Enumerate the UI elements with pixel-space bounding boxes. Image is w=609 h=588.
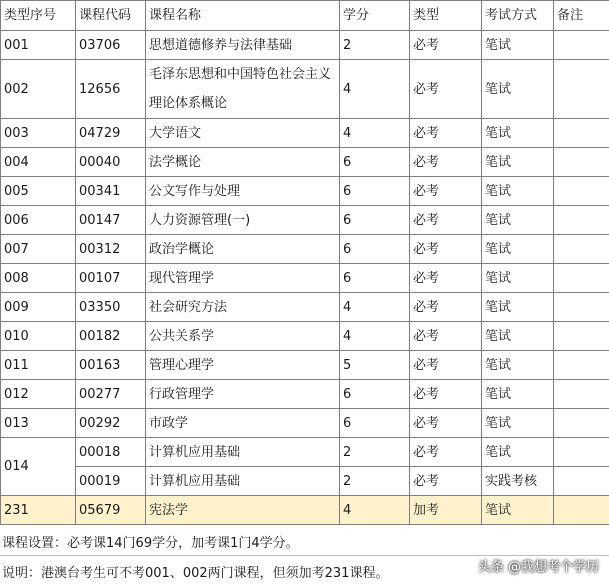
cell-exam: 笔试: [482, 496, 554, 525]
cell-code: 00107: [76, 264, 146, 293]
cell-note: [554, 60, 609, 119]
cell-credit: 6: [340, 177, 410, 206]
cell-code: 00277: [76, 380, 146, 409]
cell-seq: 014: [1, 438, 76, 496]
cell-type: 必考: [410, 380, 482, 409]
header-type: 类型: [410, 1, 482, 31]
cell-seq: 006: [1, 206, 76, 235]
cell-note: [554, 206, 609, 235]
cell-credit: 6: [340, 235, 410, 264]
cell-credit: 4: [340, 322, 410, 351]
cell-note: [554, 351, 609, 380]
cell-code: 00182: [76, 322, 146, 351]
cell-type: 必考: [410, 322, 482, 351]
table-row: [1, 380, 609, 409]
cell-exam: 笔试: [482, 206, 554, 235]
cell-code: 03706: [76, 31, 146, 60]
cell-exam: 笔试: [482, 438, 554, 467]
cell-credit: 6: [340, 148, 410, 177]
cell-seq: 003: [1, 119, 76, 148]
cell-exam: 笔试: [482, 409, 554, 438]
header-row: [1, 1, 609, 31]
cell-code: 00163: [76, 351, 146, 380]
cell-type: 必考: [410, 148, 482, 177]
cell-type: 必考: [410, 467, 482, 496]
cell-exam: 笔试: [482, 322, 554, 351]
cell-exam: 笔试: [482, 235, 554, 264]
cell-note: [554, 119, 609, 148]
cell-seq: 007: [1, 235, 76, 264]
table-row: [1, 467, 609, 496]
cell-seq: 008: [1, 264, 76, 293]
cell-credit: 4: [340, 60, 410, 119]
cell-credit: 2: [340, 438, 410, 467]
table-row: [1, 119, 609, 148]
cell-note: [554, 380, 609, 409]
cell-note: [554, 293, 609, 322]
cell-seq: 231: [1, 496, 76, 525]
cell-exam: 笔试: [482, 351, 554, 380]
header-credit: 学分: [340, 1, 410, 31]
cell-credit: 6: [340, 380, 410, 409]
table-row: [1, 60, 609, 119]
table-row-highlighted: [1, 496, 609, 525]
cell-credit: 6: [340, 206, 410, 235]
cell-type: 必考: [410, 293, 482, 322]
footer-course-summary: 课程设置：必考课14门69学分，加考课1门4学分。: [2, 536, 299, 551]
cell-name: 法学概论: [146, 148, 340, 177]
cell-code: 00147: [76, 206, 146, 235]
cell-name: 大学语文: [146, 119, 340, 148]
cell-type: 必考: [410, 31, 482, 60]
cell-type: 必考: [410, 177, 482, 206]
cell-type: 必考: [410, 206, 482, 235]
cell-credit: 6: [340, 409, 410, 438]
cell-exam: 笔试: [482, 148, 554, 177]
table-row: [1, 293, 609, 322]
cell-name: 宪法学: [146, 496, 340, 525]
cell-code: 00019: [76, 467, 146, 496]
header-exam: 考试方式: [482, 1, 554, 31]
cell-type: 必考: [410, 264, 482, 293]
cell-name: 人力资源管理(一): [146, 206, 340, 235]
cell-type: 必考: [410, 60, 482, 119]
cell-note: [554, 467, 609, 496]
cell-note: [554, 496, 609, 525]
header-name: 课程名称: [146, 1, 340, 31]
table-row: [1, 177, 609, 206]
cell-name: 计算机应用基础: [146, 438, 340, 467]
header-note: 备注: [554, 1, 609, 31]
cell-credit: 4: [340, 119, 410, 148]
table-row: [1, 235, 609, 264]
cell-credit: 2: [340, 467, 410, 496]
header-seq: 类型序号: [1, 1, 76, 31]
cell-exam: 笔试: [482, 177, 554, 206]
cell-name: 思想道德修养与法律基础: [146, 31, 340, 60]
table-row: [1, 409, 609, 438]
cell-code: 03350: [76, 293, 146, 322]
cell-seq: 001: [1, 31, 76, 60]
watermark-text: 头条 @我想考个学历: [477, 560, 599, 575]
table-row: [1, 264, 609, 293]
cell-seq: 009: [1, 293, 76, 322]
cell-name: 政治学概论: [146, 235, 340, 264]
cell-note: [554, 177, 609, 206]
cell-type: 必考: [410, 351, 482, 380]
cell-seq: 013: [1, 409, 76, 438]
cell-type: 加考: [410, 496, 482, 525]
cell-exam: 笔试: [482, 293, 554, 322]
header-code: 课程代码: [76, 1, 146, 31]
cell-seq: 010: [1, 322, 76, 351]
cell-name: 公共关系学: [146, 322, 340, 351]
cell-exam: 笔试: [482, 119, 554, 148]
cell-exam: 笔试: [482, 31, 554, 60]
cell-seq: 011: [1, 351, 76, 380]
cell-note: [554, 438, 609, 467]
cell-note: [554, 264, 609, 293]
cell-code: 00040: [76, 148, 146, 177]
cell-name: 行政管理学: [146, 380, 340, 409]
cell-name: 公文写作与处理: [146, 177, 340, 206]
cell-credit: 4: [340, 293, 410, 322]
cell-code: 00312: [76, 235, 146, 264]
cell-note: [554, 235, 609, 264]
cell-name: 社会研究方法: [146, 293, 340, 322]
cell-credit: 4: [340, 496, 410, 525]
table-row: [1, 438, 609, 467]
cell-note: [554, 322, 609, 351]
table-row: [1, 322, 609, 351]
cell-credit: 2: [340, 31, 410, 60]
table-row: [1, 351, 609, 380]
cell-credit: 5: [340, 351, 410, 380]
cell-type: 必考: [410, 119, 482, 148]
cell-seq: 005: [1, 177, 76, 206]
footer-note: 说明：港澳台考生可不考001、002两门课程，但须加考231课程。: [2, 566, 389, 581]
cell-name: 管理心理学: [146, 351, 340, 380]
cell-name: 毛泽东思想和中国特色社会主义理论体系概论: [146, 60, 340, 119]
cell-code: 00018: [76, 438, 146, 467]
cell-name: 计算机应用基础: [146, 467, 340, 496]
cell-type: 必考: [410, 438, 482, 467]
cell-exam: 实践考核: [482, 467, 554, 496]
cell-code: 05679: [76, 496, 146, 525]
cell-type: 必考: [410, 235, 482, 264]
cell-note: [554, 148, 609, 177]
cell-note: [554, 409, 609, 438]
cell-exam: 笔试: [482, 60, 554, 119]
cell-seq: 002: [1, 60, 76, 119]
cell-code: 04729: [76, 119, 146, 148]
cell-seq: 012: [1, 380, 76, 409]
cell-exam: 笔试: [482, 380, 554, 409]
cell-code: 12656: [76, 60, 146, 119]
cell-exam: 笔试: [482, 264, 554, 293]
watermark: [478, 556, 599, 575]
cell-name: 市政学: [146, 409, 340, 438]
cell-seq: 004: [1, 148, 76, 177]
table-row: [1, 148, 609, 177]
table-row: [1, 206, 609, 235]
cell-name: 现代管理学: [146, 264, 340, 293]
cell-code: 00341: [76, 177, 146, 206]
table-row: [1, 31, 609, 60]
cell-credit: 6: [340, 264, 410, 293]
cell-code: 00292: [76, 409, 146, 438]
cell-type: 必考: [410, 409, 482, 438]
cell-note: [554, 31, 609, 60]
